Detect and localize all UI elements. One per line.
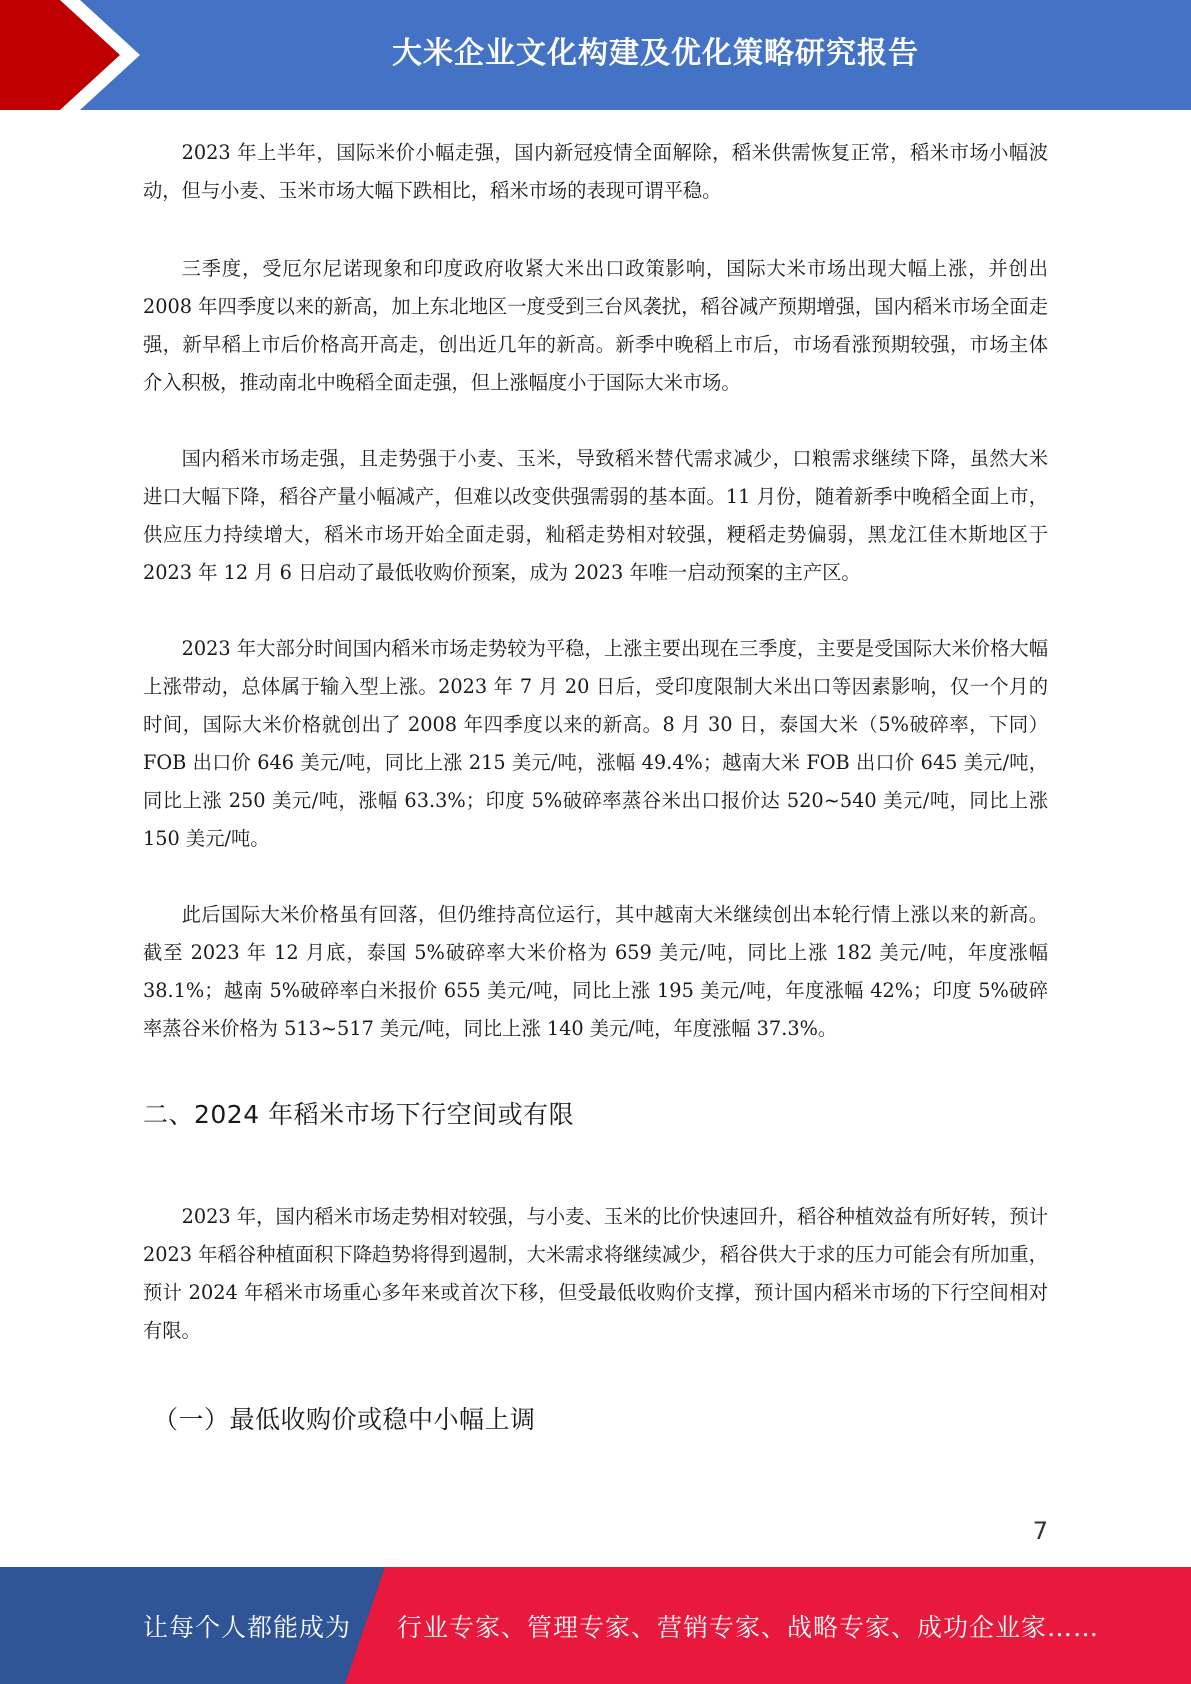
paragraph-2: 三季度，受厄尔尼诺现象和印度政府收紧大米出口政策影响，国际大米市场出现大幅上涨，并创出 2008 年四季度以来的新高，加上东北地区一度受到三台风袭扰，稻谷减产预期增强，国内稻米市场全面走强，新早稻上市后价格高开高走，创出近几年的新高。新季中晚稻上市后，市场看涨预期较强，市场主体介入积极，推动南北中晚稻全面走强，但上涨幅度小于国际大米市场。 xyxy=(143,257,1048,394)
subsection-heading: （一）最低收购价或稳中小幅上调 xyxy=(153,1405,536,1434)
document-title: 大米企业文化构建及优化策略研究报告 xyxy=(392,36,919,71)
section-heading: 二、2024 年稻米市场下行空间或有限 xyxy=(143,1100,575,1129)
document-body xyxy=(143,134,1048,1440)
section-paragraph: 2023 年，国内稻米市场走势相对较强，与小麦、玉米的比价快速回升，稻谷种植效益有所好转，预计 2023 年稻谷种植面积下降趋势将得到遏制，大米需求将继续减少，稻谷供大于求的压力可能会有所加重，预计 2024 年稻米市场重心多年来或首次下移，但受最低收购价支撑，预计国内稻米市场的下行空间相对有限。 xyxy=(143,1205,1048,1342)
paragraph-1: 2023 年上半年，国际米价小幅走强，国内新冠疫情全面解除，稻米供需恢复正常，稻米市场小幅波动，但与小麦、玉米市场大幅下跌相比，稻米市场的表现可谓平稳。 xyxy=(143,141,1048,202)
footer-slogan-left: 让每个人都能成为 xyxy=(143,1612,352,1642)
page-footer xyxy=(0,1567,1191,1684)
paragraph-4: 2023 年大部分时间国内稻米市场走势较为平稳，上涨主要出现在三季度，主要是受国际大米价格大幅上涨带动，总体属于输入型上涨。2023 年 7 月 20 日后，受印度限制大米出口等因素影响，仅一个月的时间，国际大米价格就创出了 2008 年四季度以来的新高。8 月 30 日，泰国大米（5%破碎率，下同）FOB 出口价 646 美元/吨，同比上涨 215 美元/吨，涨幅 49.4%；越南大米 FOB 出口价 645 美元/吨，同比上涨 250 美元/吨，涨幅 63.3%；印度 5%破碎率蒸谷米出口报价达 520~540 美元/吨，同比上涨 150 美元/吨。 xyxy=(143,637,1048,850)
page-header xyxy=(0,0,1191,110)
footer-slogan-right: 行业专家、管理专家、营销专家、战略专家、成功企业家…… xyxy=(397,1612,1100,1642)
paragraph-3: 国内稻米市场走强，且走势强于小麦、玉米，导致稻米替代需求减少，口粮需求继续下降，虽然大米进口大幅下降，稻谷产量小幅减产，但难以改变供强需弱的基本面。11 月份，随着新季中晚稻全面上市，供应压力持续增大，稻米市场开始全面走弱，籼稻走势相对较强，粳稻走势偏弱，黑龙江佳木斯地区于 2023 年 12 月 6 日启动了最低收购价预案，成为 2023 年唯一启动预案的主产区。 xyxy=(143,447,1048,584)
paragraph-5: 此后国际大米价格虽有回落，但仍维持高位运行，其中越南大米继续创出本轮行情上涨以来的新高。截至 2023 年 12 月底，泰国 5%破碎率大米价格为 659 美元/吨，同比上涨 182 美元/吨，年度涨幅 38.1%；越南 5%破碎率白米报价 655 美元/吨，同比上涨 195 美元/吨，年度涨幅 42%；印度 5%破碎率蒸谷米价格为 513~517 美元/吨，同比上涨 140 美元/吨，年度涨幅 37.3%。 xyxy=(143,903,1048,1040)
page-number: 7 xyxy=(1032,1517,1048,1545)
header-chevron-decoration xyxy=(0,0,160,110)
